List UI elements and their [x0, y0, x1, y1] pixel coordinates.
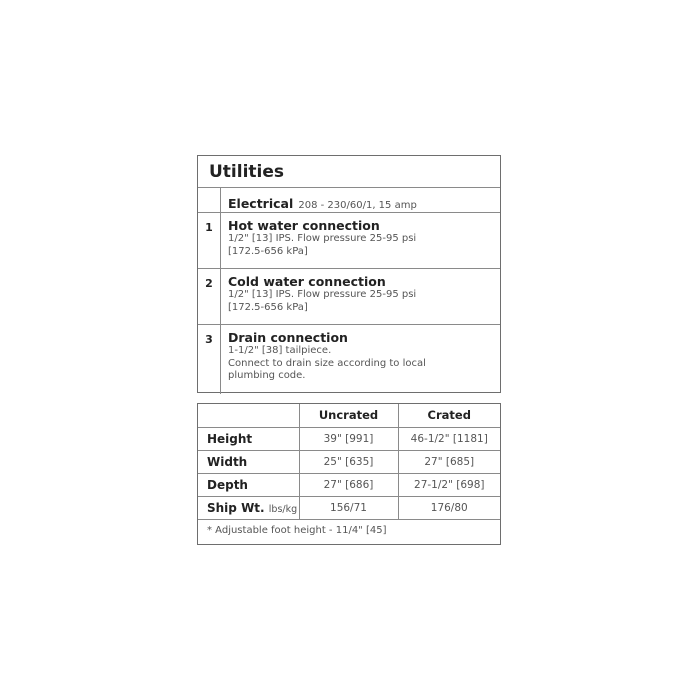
- electrical-body: [221, 188, 500, 212]
- electrical-row: [198, 188, 500, 213]
- utilities-title-row: [198, 156, 500, 188]
- depth-label: Depth: [207, 477, 248, 492]
- utilities-panel: [197, 155, 501, 393]
- dimensions-panel: [197, 403, 501, 545]
- electrical-detail: 208 - 230/60/1, 15 amp: [298, 200, 417, 211]
- hot-water-number: 1: [198, 213, 221, 268]
- hot-water-row: [198, 213, 500, 269]
- cold-water-title: Cold water connection: [228, 274, 386, 289]
- height-uncrated: 39" [991]: [299, 427, 398, 450]
- drain-row: [198, 325, 500, 394]
- hot-water-line-2: [172.5-656 kPa]: [228, 245, 308, 257]
- footnote-row: [198, 519, 500, 542]
- cold-water-row: [198, 269, 500, 325]
- row-label-depth: [198, 473, 299, 496]
- depth-uncrated: 27" [686]: [299, 473, 398, 496]
- table-row: [198, 496, 500, 519]
- ship-weight-unit: lbs/kg: [268, 503, 298, 515]
- drain-line-1: 1-1/2" [38] tailpiece.: [228, 345, 332, 356]
- drain-line-2: Connect to drain size according to local: [228, 357, 426, 369]
- hot-water-title: Hot water connection: [228, 218, 380, 233]
- header-crated: Crated: [398, 404, 500, 427]
- drain-body: [221, 325, 500, 394]
- ship-weight-label: Ship Wt.: [207, 500, 265, 515]
- dimensions-table: [198, 404, 500, 542]
- dimensions-header-row: [198, 404, 500, 427]
- cold-water-line-2: [172.5-656 kPa]: [228, 301, 308, 313]
- hot-water-line-1: 1/2" [13] IPS. Flow pressure 25-95 psi: [228, 233, 417, 244]
- electrical-number-cell: [198, 188, 221, 212]
- depth-crated: 27-1/2" [698]: [398, 473, 500, 496]
- height-crated: 46-1/2" [1181]: [398, 427, 500, 450]
- width-label: Width: [207, 454, 248, 469]
- row-label-width: [198, 450, 299, 473]
- row-label-height: [198, 427, 299, 450]
- table-row: [198, 473, 500, 496]
- drain-number: 3: [198, 325, 221, 394]
- cold-water-number: 2: [198, 269, 221, 324]
- table-row: [198, 450, 500, 473]
- width-uncrated: 25" [635]: [299, 450, 398, 473]
- drain-title: Drain connection: [228, 330, 348, 345]
- electrical-label: Electrical: [228, 196, 294, 211]
- hot-water-body: [221, 213, 500, 268]
- row-label-ship-weight: [198, 496, 299, 519]
- ship-weight-uncrated: 156/71: [299, 496, 398, 519]
- drain-line-3: plumbing code.: [228, 370, 306, 381]
- utilities-title: Utilities: [209, 161, 285, 182]
- cold-water-body: [221, 269, 500, 324]
- footnote: * Adjustable foot height - 11/4" [45]: [207, 525, 387, 537]
- header-uncrated: Uncrated: [299, 404, 398, 427]
- header-blank: [198, 404, 299, 427]
- ship-weight-crated: 176/80: [398, 496, 500, 519]
- table-row: [198, 427, 500, 450]
- width-crated: 27" [685]: [398, 450, 500, 473]
- height-label: Height: [207, 431, 253, 446]
- cold-water-line-1: 1/2" [13] IPS. Flow pressure 25-95 psi: [228, 289, 417, 300]
